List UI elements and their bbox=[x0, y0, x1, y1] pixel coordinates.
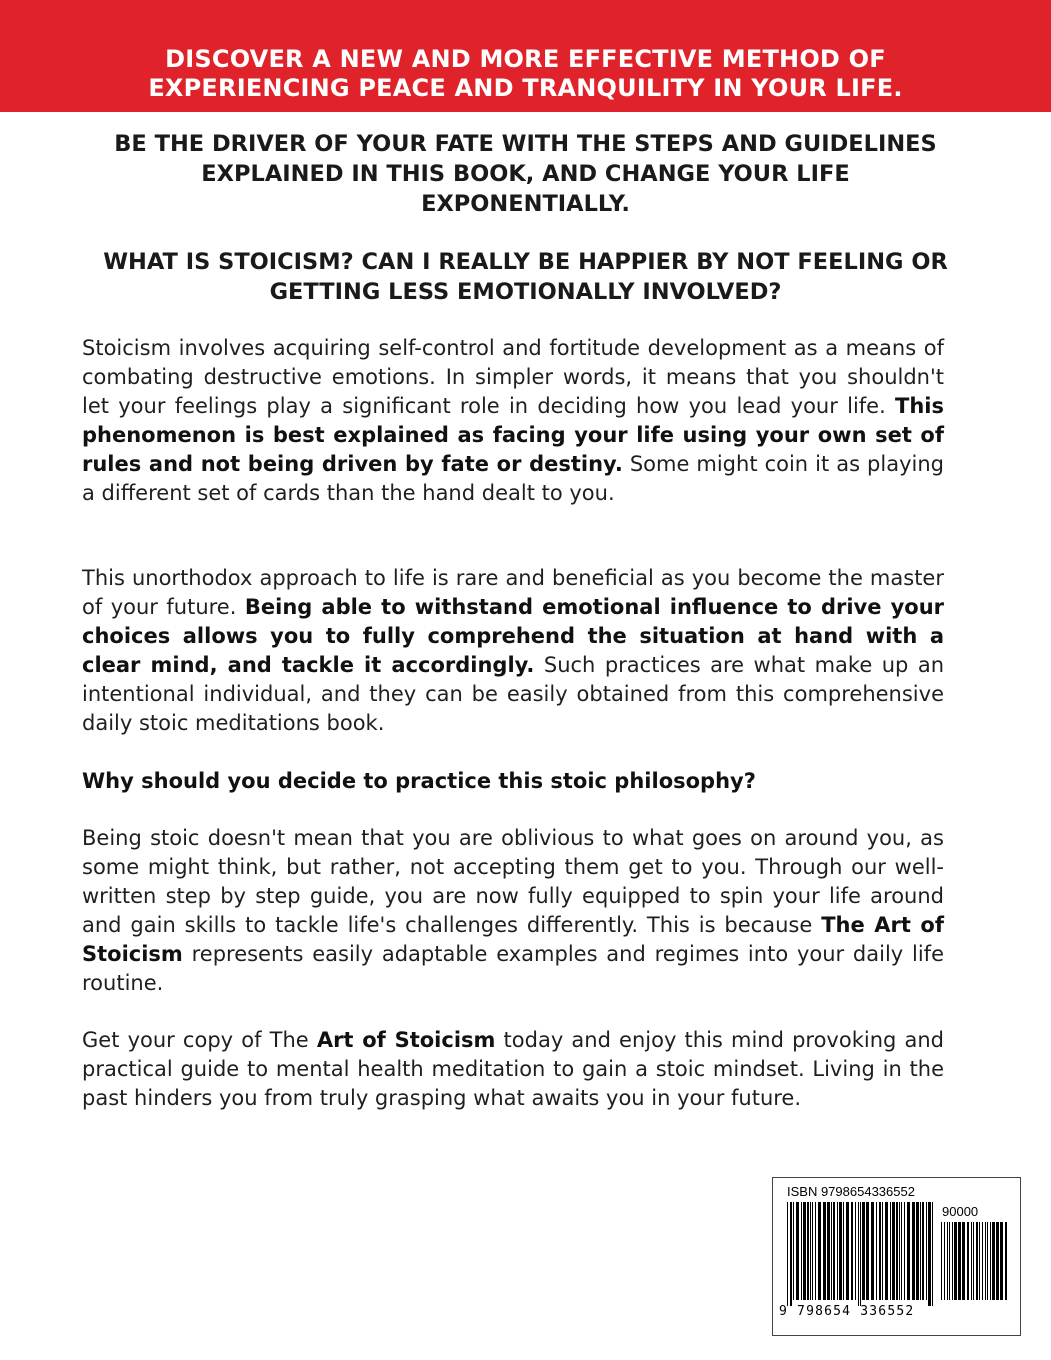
barcode-bar bbox=[1005, 1222, 1007, 1300]
headline-fate-line-1: BE THE DRIVER OF YOUR FATE WITH THE STEPS AND GUIDELINES bbox=[114, 131, 937, 157]
banner-line-2: EXPERIENCING PEACE AND TRANQUILITY IN YOUR LIFE. bbox=[148, 74, 903, 102]
barcode-bar bbox=[882, 1202, 883, 1300]
barcode-bar bbox=[958, 1222, 961, 1300]
barcode-bar bbox=[954, 1222, 957, 1300]
barcode-bar bbox=[787, 1202, 788, 1306]
barcode-bar bbox=[823, 1202, 826, 1300]
headline-question-line-2: GETTING LESS EMOTIONALLY INVOLVED? bbox=[269, 279, 782, 305]
barcode-bar bbox=[866, 1202, 869, 1300]
barcode-bar bbox=[904, 1202, 905, 1300]
barcode-bar bbox=[1000, 1222, 1003, 1300]
barcode-addon-number: 90000 bbox=[942, 1204, 979, 1219]
headline-fate-line-2: EXPLAINED IN THIS BOOK, AND CHANGE YOUR LIFE bbox=[201, 161, 850, 187]
barcode-bar bbox=[928, 1202, 931, 1306]
barcode-bar bbox=[982, 1222, 983, 1300]
para4-bold: Art of Stoicism bbox=[316, 1028, 496, 1052]
barcode-bar bbox=[892, 1202, 895, 1300]
barcode-bar bbox=[790, 1202, 792, 1306]
barcode-bar bbox=[944, 1222, 945, 1300]
barcode-bar bbox=[985, 1222, 986, 1300]
barcode-bar bbox=[843, 1202, 844, 1300]
barcode-addon-bars bbox=[941, 1222, 1009, 1306]
headline-fate-line-3: EXPONENTIALLY. bbox=[421, 191, 630, 217]
headline-fate bbox=[40, 129, 1011, 219]
barcode-bar bbox=[796, 1202, 799, 1300]
para4-text-b: today and enjoy this mind provoking and practical guide to mental health meditation to gain a stoic mindset. Living in the past hinders you from truly grasping what awaits you in your future. bbox=[82, 1028, 944, 1110]
barcode-bar bbox=[793, 1202, 794, 1300]
paragraph-stoicism-definition bbox=[82, 334, 944, 508]
para3-text-b: represents easily adaptable examples and regimes into your daily life routine. bbox=[82, 942, 944, 995]
barcode-bar bbox=[855, 1202, 856, 1300]
barcode-bar bbox=[992, 1222, 995, 1300]
barcode-bar bbox=[987, 1222, 988, 1300]
banner-line-1: DISCOVER A NEW AND MORE EFFECTIVE METHOD OF bbox=[165, 45, 886, 73]
barcode-bar bbox=[839, 1202, 842, 1300]
barcode-bar bbox=[807, 1202, 809, 1300]
barcode-bar bbox=[949, 1222, 950, 1300]
barcode-bar bbox=[810, 1202, 811, 1300]
question-heading: Why should you decide to practice this stoic philosophy? bbox=[82, 769, 756, 793]
barcode-bar bbox=[967, 1222, 969, 1300]
barcode-bar bbox=[896, 1202, 898, 1300]
barcode-bar bbox=[976, 1222, 978, 1300]
barcode-bar bbox=[901, 1202, 902, 1300]
headline-stoicism-question bbox=[40, 247, 1011, 307]
para1-text-b: Some might coin it as playing a different set of cards than the hand dealt to you. bbox=[82, 452, 944, 505]
para1-text-a: Stoicism involves acquiring self-control and fortitude development as a means of combating destructive emotions. In simpler words, it means that you shouldn't let your feelings play a significant role in deciding how you lead your life. bbox=[82, 336, 944, 418]
barcode-bar bbox=[973, 1222, 974, 1300]
barcode-bar bbox=[858, 1202, 859, 1306]
barcode-bar bbox=[907, 1202, 910, 1300]
barcode-bar bbox=[932, 1202, 933, 1306]
para3-text-a: Being stoic doesn't mean that you are oblivious to what goes on around you, as some might think, but rather, not accepting them get to you. Through our well-written step by step guide, you are now fully equipped to spin your life around and gain skills to tackle life's challenges differently. This is because bbox=[82, 826, 944, 937]
barcode-bar bbox=[912, 1202, 915, 1300]
barcode-bar bbox=[990, 1222, 991, 1300]
barcode-bar bbox=[860, 1202, 861, 1306]
barcode-bar bbox=[803, 1202, 806, 1300]
barcode-bar bbox=[801, 1202, 802, 1300]
barcode-bar bbox=[979, 1222, 980, 1300]
barcode-bar bbox=[890, 1202, 891, 1300]
barcode-bar bbox=[818, 1202, 821, 1300]
para2-bold: Being able to withstand emotional influence to drive your choices allows you to fully comprehend the situation at hand with a clear mind, and tackle it accordingly. bbox=[82, 595, 945, 677]
barcode-bar bbox=[962, 1222, 965, 1300]
barcode-bar bbox=[952, 1222, 953, 1300]
para1-bold: This phenomenon is best explained as facing your life using your own set of rules and not being driven by fate or destiny. bbox=[82, 394, 944, 476]
barcode-bar bbox=[971, 1222, 972, 1300]
barcode-bar bbox=[922, 1202, 924, 1300]
barcode-bar bbox=[885, 1202, 888, 1300]
para2-text-b: Such practices are what make up an intentional individual, and they can be easily obtained from this comprehensive daily stoic meditations book. bbox=[82, 653, 945, 735]
barcode-bar bbox=[941, 1222, 942, 1300]
banner-heading bbox=[0, 45, 1051, 103]
red-banner bbox=[0, 0, 1051, 112]
barcode-bar bbox=[876, 1202, 877, 1300]
barcode-bar bbox=[862, 1202, 865, 1300]
para3-bold: The Art of Stoicism bbox=[82, 913, 944, 966]
barcode-bar bbox=[831, 1202, 832, 1300]
barcode-main-bars bbox=[787, 1202, 935, 1306]
barcode-bar bbox=[947, 1222, 948, 1300]
barcode-bar bbox=[871, 1202, 874, 1300]
paragraph-being-stoic bbox=[82, 824, 944, 998]
barcode-bar bbox=[926, 1202, 927, 1300]
para2-text-a: This unorthodox approach to life is rare and beneficial as you become the master of your future. bbox=[82, 566, 944, 619]
barcode-bar bbox=[920, 1202, 921, 1300]
paragraph-unorthodox-approach bbox=[82, 564, 944, 738]
headline-question-line-1: WHAT IS STOICISM? CAN I REALLY BE HAPPIER BY NOT FEELING OR bbox=[103, 249, 948, 275]
barcode-bar bbox=[899, 1202, 900, 1300]
barcode-bar bbox=[996, 1222, 999, 1300]
barcode-bar bbox=[879, 1202, 881, 1300]
barcode-bar bbox=[812, 1202, 813, 1300]
barcode-bar bbox=[833, 1202, 835, 1300]
barcode-bar bbox=[837, 1202, 838, 1300]
barcode-bar bbox=[827, 1202, 830, 1300]
barcode-bar bbox=[846, 1202, 849, 1300]
barcode-digits: 9 798654 336552 bbox=[779, 1304, 915, 1319]
barcode-bar bbox=[815, 1202, 816, 1300]
barcode-bar bbox=[916, 1202, 919, 1300]
para4-text-a: Get your copy of The bbox=[82, 1028, 317, 1052]
isbn-barcode bbox=[772, 1177, 1021, 1336]
isbn-label: ISBN 9798654336552 bbox=[787, 1184, 915, 1199]
paragraph-get-your-copy bbox=[82, 1026, 944, 1113]
barcode-bar bbox=[851, 1202, 853, 1300]
